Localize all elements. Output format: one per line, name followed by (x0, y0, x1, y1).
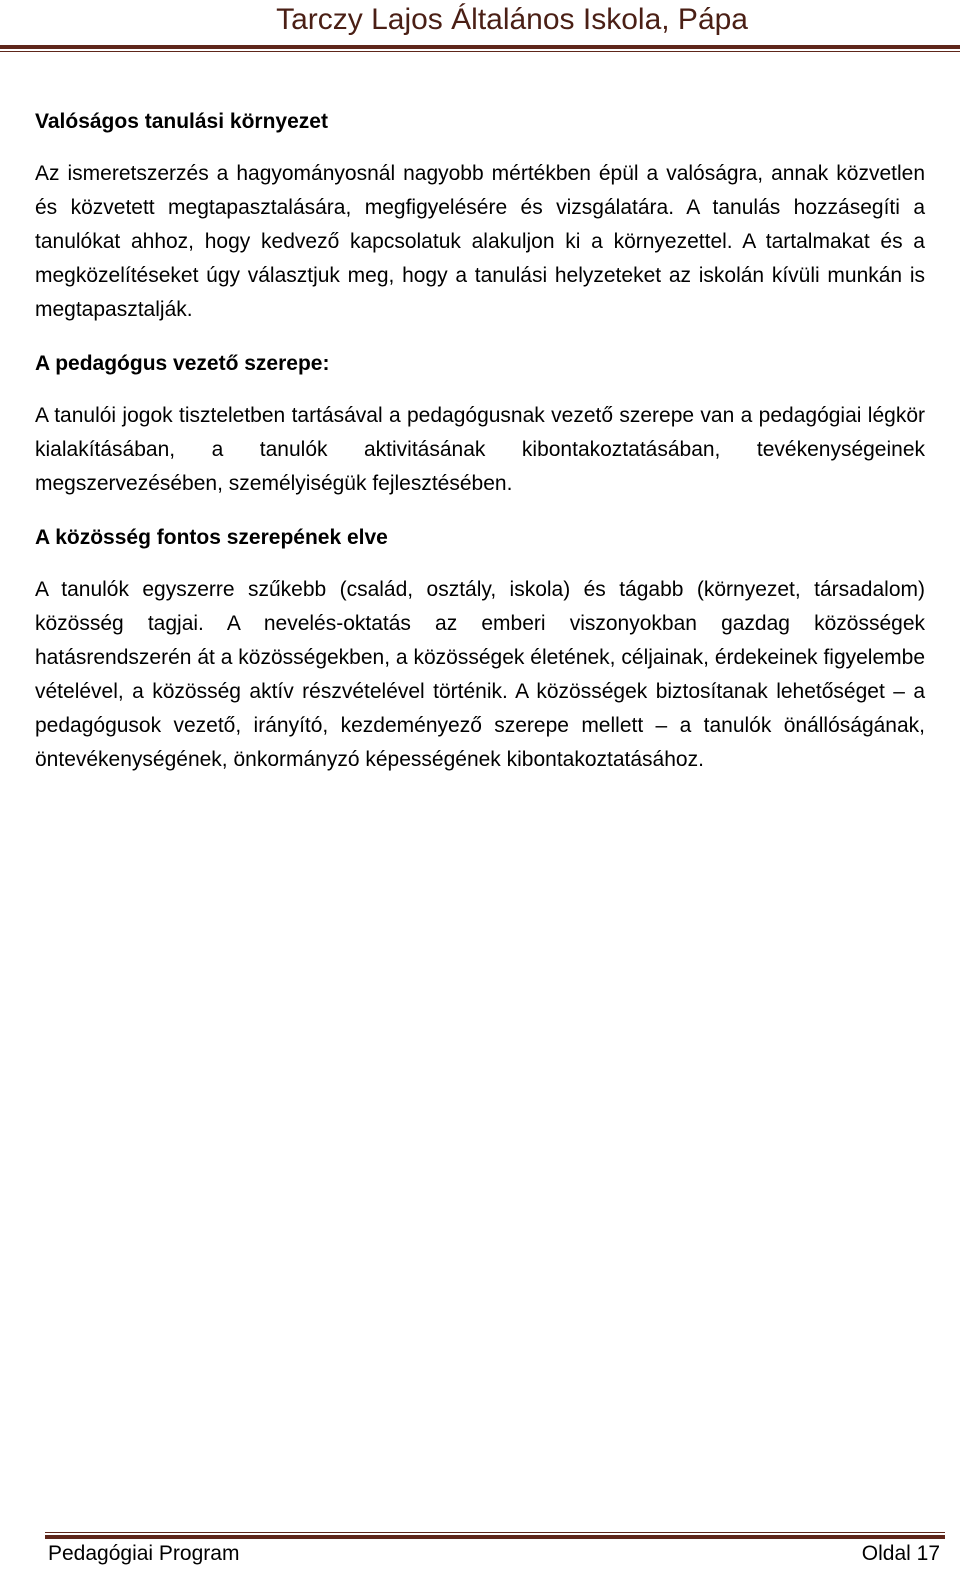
header-rule-thick (0, 45, 960, 49)
section-heading-learning-environment: Valóságos tanulási környezet (35, 110, 328, 133)
section-heading-community-principle: A közösség fontos szerepének elve (35, 526, 388, 549)
page-footer (45, 1532, 945, 1592)
header-title: Tarczy Lajos Általános Iskola, Pápa (276, 3, 748, 36)
document-body (35, 105, 925, 777)
header-rule-thin (0, 51, 960, 52)
footer-document-title: Pedagógiai Program (48, 1542, 240, 1565)
section-body-teacher-role: A tanulói jogok tiszteletben tartásával a pedagógusnak vezető szerepe van a pedagógiai légkör kialakításában, a tanulók aktivitásának kibontakoztatásában, tevékenységeinek megszervezésében, személyiségük fejlesztésében. (35, 404, 925, 495)
footer-rule-thin (45, 1532, 945, 1533)
section-body-community-principle: A tanulók egyszerre szűkebb (család, osztály, iskola) és tágabb (környezet, társadalom) közösség tagjai. A nevelés-oktatás az emberi viszonyokban gazdag közösségek hatásrendszerén át a közösségekben, a közösségek életének, céljainak, érdekeinek figyelembe vételével, a közösség aktív részvételével történik. A közösségek biztosítanak lehetőséget – a pedagógusok vezető, irányító, kezdeményező szerepe mellett – a tanulók önállóságának, öntevékenységének, önkormányzó képességének kibontakoztatásához. (35, 578, 925, 771)
page-header (0, 0, 960, 60)
section-heading-teacher-role: A pedagógus vezető szerepe: (35, 352, 330, 375)
footer-page-number: Oldal 17 (861, 1542, 940, 1565)
section-body-learning-environment: Az ismeretszerzés a hagyományosnál nagyobb mértékben épül a valóságra, annak közvetlen és közvetett megtapasztalására, megfigyelésére és vizsgálatára. A tanulás hozzásegíti a tanulókat ahhoz, hogy kedvező kapcsolatuk alakuljon ki a környezettel. A tartalmakat és a megközelítéseket úgy választjuk meg, hogy a tanulási helyzeteket az iskolán kívüli munkán is megtapasztalják. (35, 162, 925, 321)
